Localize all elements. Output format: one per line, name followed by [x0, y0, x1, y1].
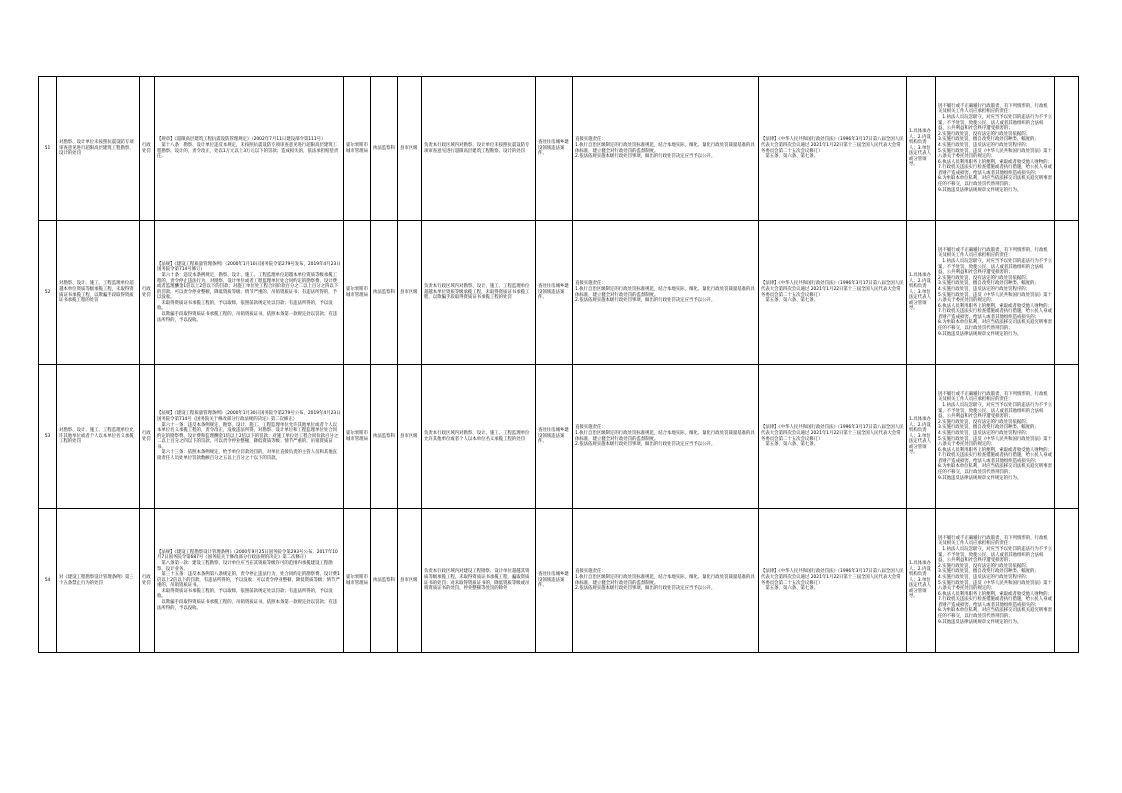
legal-line: 第五条、第六条、第七条。	[765, 154, 819, 160]
free-line: 8.为牟取本单位私利，对应当依法移交司法机关追究刑事责任的不移交，以行政处罚代替刑罚的；	[938, 320, 1052, 332]
exercise-level: 县市区级	[398, 509, 422, 653]
free-line: 5.实施行政处罚，违反《中华人民共和国行政处罚法》第十八条关于委托处罚的规定的；	[938, 436, 1052, 448]
accountability-basis	[759, 221, 907, 365]
basis-line: 以欺骗手段取得资质证书承揽工程的，吊销资质证书，依照本条第一款规定处以罚款；有违法所得的，予以没收。	[157, 312, 338, 323]
free-line: 7.行政机关违法实行检查措施或者执行措施，给公民人身或者财产造成损害、给法人或者其他组织造成损失的；	[938, 309, 1052, 320]
free-line: 1.执法人员玩忽职守，对应当予以处罚的违法行为不予立案、不予处罚，致使公民、法人或者其他组织的合法权益、公共利益和社会秩序遭受损害的；	[938, 114, 1052, 132]
responsibility-content: 负责本行政区域内对建设工程勘察、设计单位超越其资质等级承揽工程，未取得资质证书承揽工程，骗取资质证书的处罚；对未取得资质证书的，降低资质等级或吊销资质证书的处罚，停业整顿等处罚的除外	[422, 509, 536, 653]
basis-line: 未取得资质证书承揽工程的，予以取缔，依照前款规定处以罚款；有违法所得的，予以没收。	[157, 588, 333, 600]
free-line: 6.执法人员利用职务上的便利，索取或者收受他人财物的；	[938, 303, 1052, 309]
legal-basis	[155, 221, 344, 365]
free-line: 8.为牟取本单位私利，对应当依法移交司法机关追究刑事责任的不移交，以行政处罚代替刑罚的；	[938, 608, 1052, 620]
impl-line: 1.执行自治区级制定的行政处罚标准规范，结合本地实际，细化、量化行政处罚裁量基准的具体标准，建立健全对行政处罚的监督制度。	[575, 430, 755, 442]
free-line: 4.实施行政处罚，违反法定的行政处罚程序的；	[938, 286, 1031, 292]
basis-line: 【法规】《建设工程质量管理条例》（2000年1月30日国务院令第279号公布，2019年4月23日国务院令第714号《国务院关于修改部分行政法规的决定》第二次修正）	[157, 411, 341, 422]
item-name: 对勘察、设计单位未按照抗震设防专项审查意见进行超限高层建筑工程勘察、设计的处罚	[57, 77, 140, 221]
free-line: 7.行政机关违法实行检查措施或者执行措施，给公民人身或者财产造成损害、给法人或者其他组织造成损失的；	[938, 597, 1052, 608]
implementation-responsibility	[573, 77, 759, 221]
free-line: 4.实施行政处罚，违反法定的行政处罚程序的；	[938, 142, 1031, 148]
item-name: 对勘察、设计、施工、工程监理单位超越本单位资质等级承揽工程，未取得资质证书承揽工程，以欺骗手段取得资质证书承揽工程的处罚	[57, 221, 140, 365]
responsibility-table	[38, 76, 1079, 653]
free-line: 1.执法人员玩忽职守，对应当予以处罚的违法行为不予立案、不予处罚，致使公民、法人或者其他组织的合法权益、公共利益和社会秩序遭受损害的；	[938, 258, 1052, 276]
implementing-subject: 执法监察科	[371, 77, 398, 221]
item-name: 对《建设工程勘察设计管理条例》第三十五条禁止行为的处罚	[57, 509, 140, 653]
free-line: 因不履行或不正确履行行政职责，有下列情形的，行政机关及相关工作人员应承担相应的责任：	[938, 535, 1048, 547]
row-number: 53	[39, 365, 57, 509]
free-line: 1.执法人员玩忽职守，对应当予以处罚的违法行为不予立案、不予处罚，致使公民、法人或者其他组织的合法权益、公共利益和社会秩序遭受损害的；	[938, 402, 1052, 420]
legal-basis	[155, 509, 344, 653]
remarks	[1055, 509, 1079, 653]
exercise-level: 县市区级	[398, 77, 422, 221]
accountability-circumstances	[936, 509, 1055, 653]
responsibility-content: 负责本行政区域内对勘察、设计、施工、工程监理单位超越本单位资质等级承揽工程，未取得资质证书承揽工程，以欺骗手段取得资质证书承揽工程的处罚	[422, 221, 536, 365]
item-type: 行政处罚	[140, 509, 155, 653]
remarks	[1055, 77, 1079, 221]
table-row	[39, 77, 1079, 221]
responsible-department: 霍尔果斯市城市管理局	[344, 509, 371, 653]
implementing-subject: 执法监察科	[371, 221, 398, 365]
implementation-responsibility	[573, 509, 759, 653]
basis-line: 第六十三条：依照本条例规定，给予单位罚款处罚的，对单位直接负责的主管人员和其他直接责任人员处单位罚款数额百分之五以上百分之十以下的罚款。	[157, 450, 338, 462]
cooperation-matters: 查处住房城乡建设领域违法案件。	[536, 509, 573, 653]
legal-line: 【法律】《中华人民共和国行政处罚法》（1996年3月17日第八届全国人民代表大会第四次会议通过 2021年1月22日第十三届全国人民代表大会常务委员会第二十五次会议修订）	[761, 425, 904, 442]
responsible-department: 霍尔果斯市城市管理局	[344, 365, 371, 509]
legal-basis	[155, 365, 344, 509]
free-line: 9.其他违反法律法规规章文件规定的行为。	[938, 619, 1022, 625]
legal-line: 第五条、第六条、第七条。	[765, 442, 819, 448]
impl-line: 2.依法依规实施本级行政处罚事项，做出的行政处罚决定应当予以公开。	[575, 154, 716, 160]
accountable-persons: 1.具体承办人；2.内设机构负责人；3.单位法定代表人或分管领导。	[907, 221, 936, 365]
free-line: 6.执法人员利用职务上的便利，索取或者收受他人财物的；	[938, 591, 1052, 597]
free-line: 3.实施行政处罚，擅自改变行政处罚种类、幅度的；	[938, 569, 1039, 575]
impl-line: 2.依法依规实施本级行政处罚事项，做出的行政处罚决定应当予以公开。	[575, 298, 716, 304]
free-line: 9.其他违反法律法规规章文件规定的行为。	[938, 187, 1022, 193]
impl-line: 直接实施责任：	[575, 137, 606, 143]
free-line: 8.为牟取本单位私利，对应当依法移交司法机关追究刑事责任的不移交，以行政处罚代替刑罚的；	[938, 464, 1052, 476]
table-row	[39, 509, 1079, 653]
free-line: 因不履行或不正确履行行政职责，有下列情形的，行政机关及相关工作人员应承担相应的责任：	[938, 247, 1048, 259]
basis-line: 第八条第一款：建设工程勘察、设计单位应当在其资质等级许可的范围内承揽建设工程勘察、设计业务。	[157, 560, 333, 572]
free-line: 1.执法人员玩忽职守，对应当予以处罚的违法行为不予立案、不予处罚，致使公民、法人或者其他组织的合法权益、公共利益和社会秩序遭受损害的；	[938, 546, 1052, 564]
impl-line: 1.执行自治区级制定的行政处罚标准规范，结合本地实际，细化、量化行政处罚裁量基准的具体标准，建立健全对行政处罚的监督制度。	[575, 574, 755, 586]
legal-line: 第五条、第六条、第七条。	[765, 298, 819, 304]
basis-line: 第六十一条：违反本条例规定，勘察、设计、施工、工程监理单位允许其他单位或者个人以本单位名义承揽工程的，责令改正，没收违法所得，对勘察、设计单位和工程监理单位处合同约定的勘察费、设计费和监理酬金1倍以上2倍以下的罚款；对施工单位处工程合同价款百分之二以上百分之四以下的罚款，可以责令停业整顿，降低资质等级；情节严重的，吊销资质证书。	[157, 422, 339, 450]
item-name: 对勘察、设计、施工、工程监理单位允许其他单位或者个人以本单位名义承揽工程的处罚	[57, 365, 140, 509]
free-line: 6.执法人员利用职务上的便利，索取或者收受他人财物的；	[938, 159, 1052, 165]
row-number: 54	[39, 509, 57, 653]
responsible-department: 霍尔果斯市城市管理局	[344, 77, 371, 221]
free-line: 9.其他违反法律法规规章文件规定的行为。	[938, 331, 1022, 337]
implementation-responsibility	[573, 221, 759, 365]
item-type: 行政处罚	[140, 365, 155, 509]
basis-line: 第六十条：违反本条例规定，勘察、设计、施工、工程监理单位超越本单位资质等级承揽工程的，责令停止违法行为，对勘察、设计单位或者工程监理单位处合同约定的勘察费、设计费或者监理酬金1倍以上2倍以下的罚款；对施工单位处工程合同价款百分之二以上百分之四以下的罚款，可以责令停业整顿，降低资质等级；情节严重的，吊销资质证书；有违法所得的，予以没收。	[157, 272, 339, 301]
exercise-level: 县市区级	[398, 221, 422, 365]
accountability-basis	[759, 509, 907, 653]
free-line: 2.实施行政处罚，没有法定的行政处罚依据的；	[938, 131, 1031, 137]
legal-line: 第五条、第六条、第七条。	[765, 586, 819, 592]
impl-line: 2.依法依规实施本级行政处罚事项，做出的行政处罚决定应当予以公开。	[575, 442, 716, 448]
remarks	[1055, 365, 1079, 509]
cooperation-matters: 查处住房城乡建设领域违法案件。	[536, 221, 573, 365]
impl-line: 直接实施责任：	[575, 281, 606, 287]
legal-basis	[155, 77, 344, 221]
basis-line: 【法规】《建设工程质量管理条例》（2000年1月10日国务院令第279号发布，2019年4月23日国务院令第714号修订）	[157, 261, 341, 273]
implementing-subject: 执法监察科	[371, 509, 398, 653]
free-line: 7.行政机关违法实行检查措施或者执行措施，给公民人身或者财产造成损害、给法人或者其他组织造成损失的；	[938, 165, 1052, 176]
free-line: 2.实施行政处罚，没有法定的行政处罚依据的；	[938, 275, 1031, 281]
accountability-circumstances	[936, 365, 1055, 509]
impl-line: 直接实施责任：	[575, 425, 606, 431]
legal-line: 【法律】《中华人民共和国行政处罚法》（1996年3月17日第八届全国人民代表大会第四次会议通过 2021年1月22日第十三届全国人民代表大会常务委员会第二十五次会议修订）	[761, 137, 904, 154]
free-line: 2.实施行政处罚，没有法定的行政处罚依据的；	[938, 563, 1031, 569]
free-line: 5.实施行政处罚，违反《中华人民共和国行政处罚法》第十八条关于委托处罚的规定的；	[938, 148, 1052, 160]
free-line: 3.实施行政处罚，擅自改变行政处罚种类、幅度的；	[938, 137, 1039, 143]
item-type: 行政处罚	[140, 77, 155, 221]
free-line: 7.行政机关违法实行检查措施或者执行措施，给公民人身或者财产造成损害、给法人或者其他组织造成损失的；	[938, 453, 1052, 464]
item-type: 行政处罚	[140, 221, 155, 365]
table-row	[39, 365, 1079, 509]
free-line: 9.其他违反法律法规规章文件规定的行为。	[938, 475, 1022, 481]
responsibility-content: 负责本行政区域内对勘察、设计单位未按照抗震设防专项审查意见进行超限高层建筑工程勘察、设计的处罚	[422, 77, 536, 221]
impl-line: 2.依法依规实施本级行政处罚事项，做出的行政处罚决定应当予以公开。	[575, 586, 716, 592]
free-line: 3.实施行政处罚，擅自改变行政处罚种类、幅度的；	[938, 425, 1039, 431]
implementing-subject: 执法监察科	[371, 365, 398, 509]
accountability-basis	[759, 365, 907, 509]
free-line: 3.实施行政处罚，擅自改变行政处罚种类、幅度的；	[938, 281, 1039, 287]
remarks	[1055, 221, 1079, 365]
implementation-responsibility	[573, 365, 759, 509]
free-line: 2.实施行政处罚，没有法定的行政处罚依据的；	[938, 419, 1031, 425]
accountability-basis	[759, 77, 907, 221]
free-line: 因不履行或不正确履行行政职责，有下列情形的，行政机关及相关工作人员应承担相应的责任：	[938, 391, 1048, 403]
table-row	[39, 221, 1079, 365]
basis-line: 【法规】《建设工程勘察设计管理条例》（2000年9月25日国务院令第293号公布，2017年10月7日国务院令第687号《国务院关于修改部分行政法规的决定》第二次修正）	[157, 549, 338, 561]
accountable-persons: 1.具体承办人；2.内设机构负责人；3.单位法定代表人或分管领导。	[907, 365, 936, 509]
free-line: 8.为牟取本单位私利，对应当依法移交司法机关追究刑事责任的不移交，以行政处罚代替刑罚的；	[938, 176, 1052, 188]
free-line: 5.实施行政处罚，违反《中华人民共和国行政处罚法》第十八条关于委托处罚的规定的；	[938, 580, 1052, 592]
free-line: 4.实施行政处罚，违反法定的行政处罚程序的；	[938, 574, 1031, 580]
impl-line: 1.执行自治区级制定的行政处罚标准规范，结合本地实际，细化、量化行政处罚裁量基准的具体标准，建立健全对行政处罚的监督制度。	[575, 142, 755, 154]
exercise-level: 县市区级	[398, 365, 422, 509]
row-number: 52	[39, 221, 57, 365]
impl-line: 直接实施责任：	[575, 569, 606, 575]
free-line: 5.实施行政处罚，违反《中华人民共和国行政处罚法》第十八条关于委托处罚的规定的；	[938, 292, 1052, 304]
free-line: 因不履行或不正确履行行政职责，有下列情形的，行政机关及相关工作人员应承担相应的责任：	[938, 103, 1048, 115]
cooperation-matters: 查处住房城乡建设领域违法案件。	[536, 365, 573, 509]
basis-line: 第十八条：勘察、设计单位违反本规定，未按照抗震设防专项审查意见进行超限高层建筑工程勘察、设计的，责令改正，处以1万元以上3万元以下的罚款；造成损失的，依法承担赔偿责任。	[157, 142, 339, 160]
basis-line: 以欺骗手段取得资质证书承揽工程的，吊销资质证书，依照本条第一款规定处以罚款；有违法所得的，予以没收。	[157, 600, 338, 611]
basis-line: 【规章】《超限高层建筑工程抗震设防管理规定》（2002年7月11日建设部令第111号）	[157, 137, 326, 143]
accountable-persons: 1.具体承办人；2.内设机构负责人；3.单位法定代表人或分管领导。	[907, 77, 936, 221]
free-line: 6.执法人员利用职务上的便利，索取或者收受他人财物的；	[938, 447, 1052, 453]
impl-line: 1.执行自治区级制定的行政处罚标准规范，结合本地实际，细化、量化行政处罚裁量基准的具体标准，建立健全对行政处罚的监督制度。	[575, 286, 755, 298]
legal-line: 【法律】《中华人民共和国行政处罚法》（1996年3月17日第八届全国人民代表大会第四次会议通过 2021年1月22日第十三届全国人民代表大会常务委员会第二十五次会议修订）	[761, 281, 904, 298]
table-body	[39, 77, 1079, 653]
accountable-persons: 1.具体承办人；2.内设机构负责人；3.单位法定代表人或分管领导。	[907, 509, 936, 653]
responsible-department: 霍尔果斯市城市管理局	[344, 221, 371, 365]
row-number: 51	[39, 77, 57, 221]
responsibility-content: 负责本行政区域内对勘察、设计、施工、工程监理单位允许其他单位或者个人以本单位名义承揽工程的处罚	[422, 365, 536, 509]
free-line: 4.实施行政处罚，违反法定的行政处罚程序的；	[938, 430, 1031, 436]
basis-line: 第三十五条：违反本条例第八条规定的，责令停止违法行为，处合同约定的勘察费、设计费1倍以上2倍以下的罚款，有违法所得的，予以没收；可以责令停业整顿，降低资质等级；情节严重的，吊销资质证书。	[157, 572, 340, 589]
legal-line: 【法律】《中华人民共和国行政处罚法》（1996年3月17日第八届全国人民代表大会第四次会议通过 2021年1月22日第十三届全国人民代表大会常务委员会第二十五次会议修订）	[761, 569, 904, 586]
basis-line: 未取得资质证书承揽工程的，予以取缔，依照前款规定处以罚款；有违法所得的，予以没收。	[157, 300, 333, 312]
cooperation-matters: 查处住房城乡建设领域违法案件。	[536, 77, 573, 221]
accountability-circumstances	[936, 77, 1055, 221]
accountability-circumstances	[936, 221, 1055, 365]
